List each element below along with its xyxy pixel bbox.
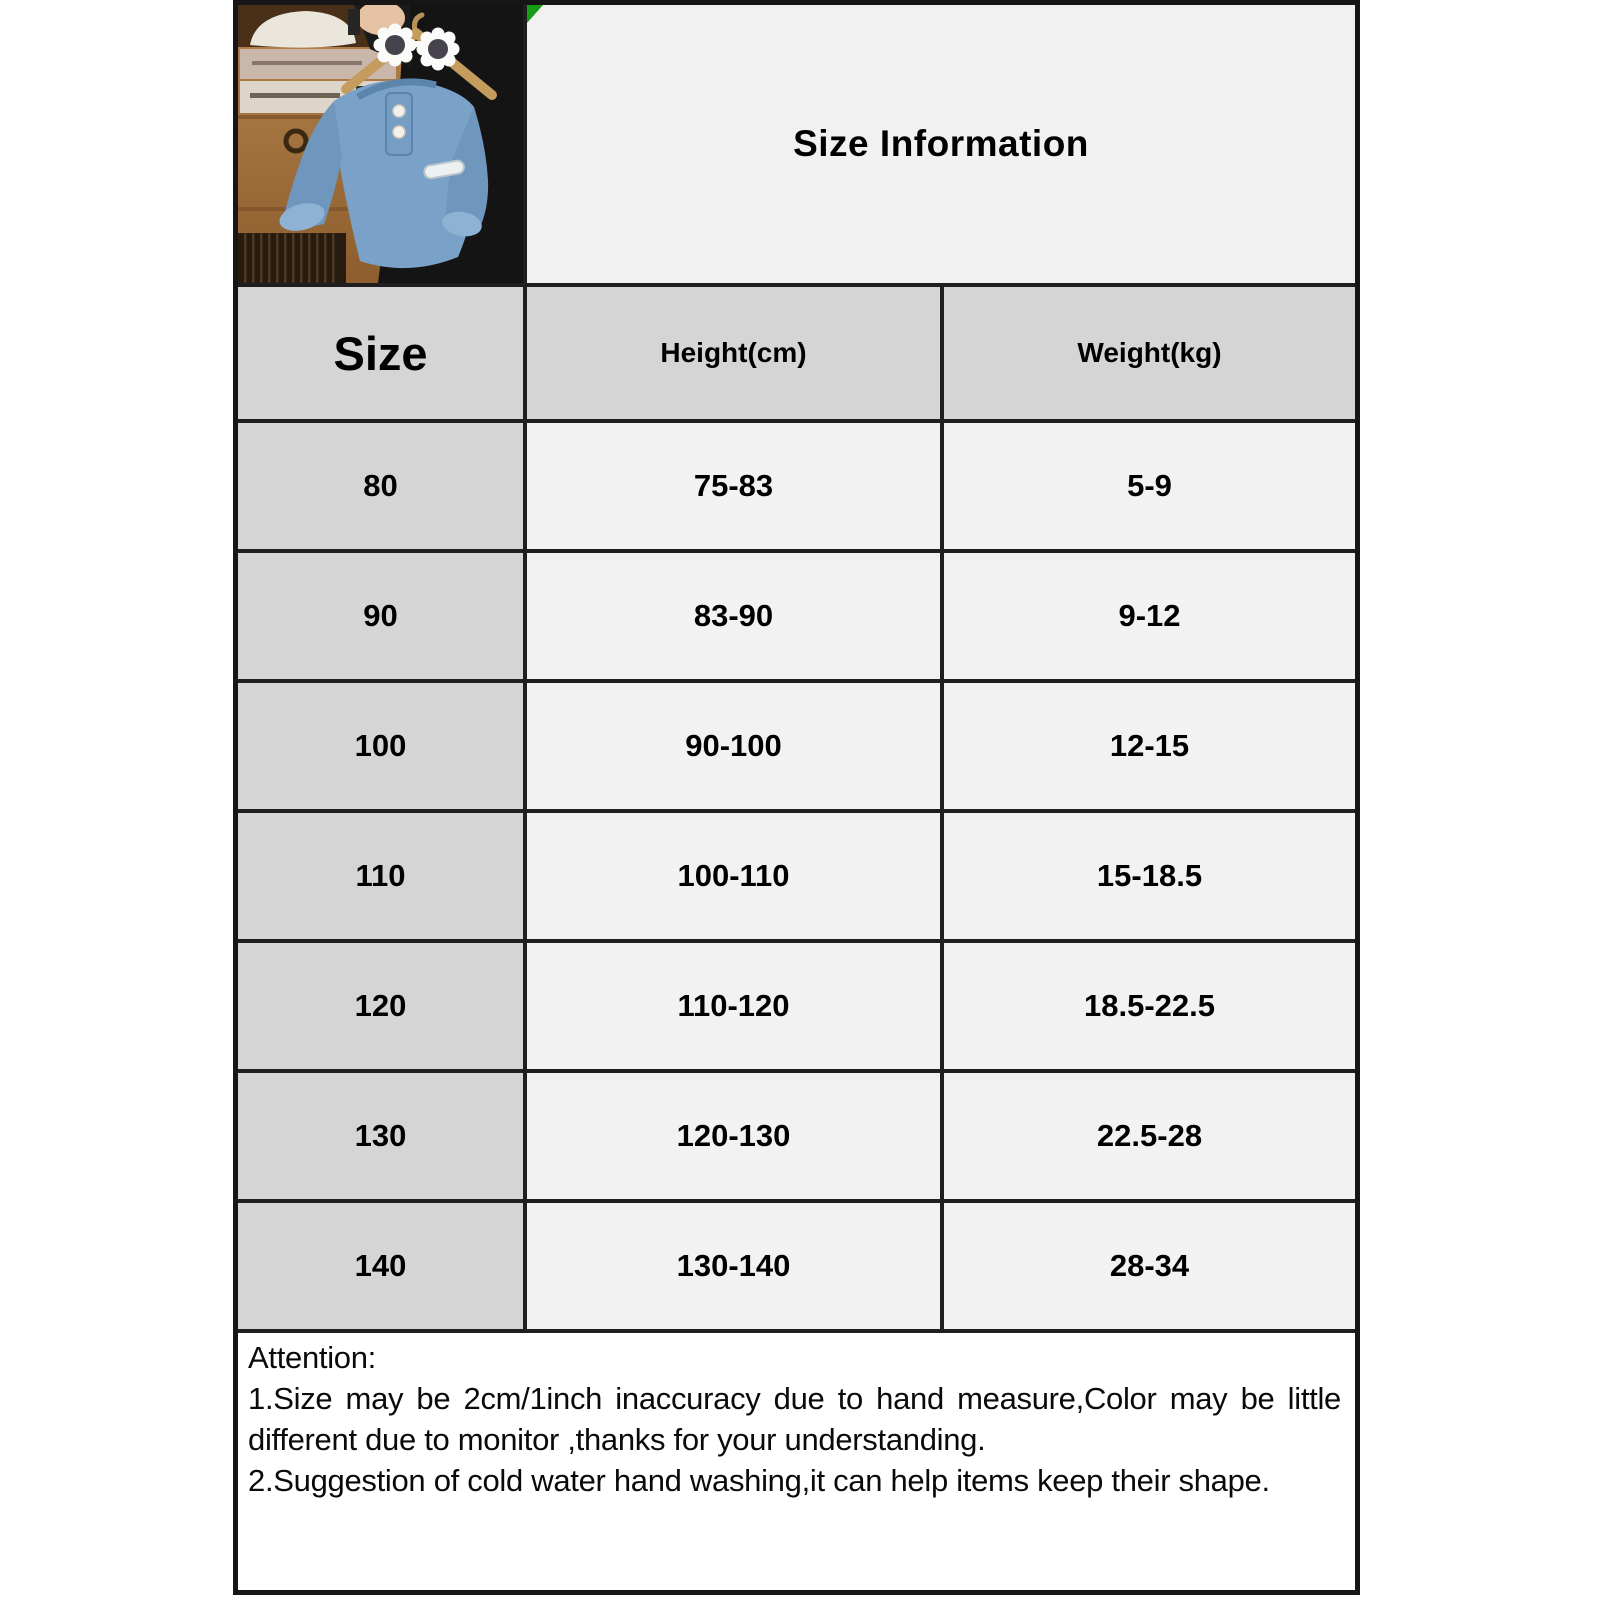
weight-cell: 18.5-22.5 — [940, 943, 1355, 1069]
attention-note: 2.Suggestion of cold water hand washing,it can help items keep their shape. — [248, 1463, 1270, 1498]
weight-cell: 9-12 — [940, 553, 1355, 679]
attention-title: Attention: — [248, 1340, 376, 1375]
table-row — [238, 549, 1355, 679]
height-cell: 90-100 — [523, 683, 940, 809]
weight-cell: 12-15 — [940, 683, 1355, 809]
table-row — [238, 419, 1355, 549]
attention-section — [238, 1329, 1355, 1590]
column-header-size: Size — [238, 287, 523, 419]
table-header-row — [238, 283, 1355, 419]
size-info-sheet — [233, 0, 1360, 1595]
size-cell: 90 — [238, 553, 523, 679]
height-cell: 110-120 — [523, 943, 940, 1069]
product-photo — [238, 5, 523, 283]
height-cell: 100-110 — [523, 813, 940, 939]
height-cell: 120-130 — [523, 1073, 940, 1199]
size-cell: 100 — [238, 683, 523, 809]
column-header-weight: Weight(kg) — [940, 287, 1355, 419]
table-row — [238, 1069, 1355, 1199]
size-cell: 120 — [238, 943, 523, 1069]
top-row — [238, 5, 1355, 283]
height-cell: 130-140 — [523, 1203, 940, 1329]
attention-note: 1.Size may be 2cm/1inch inaccuracy due to hand measure,Color may be little different due to monitor ,thanks for your understanding. — [248, 1381, 1341, 1457]
page-title: Size Information — [793, 123, 1089, 164]
weight-cell: 15-18.5 — [940, 813, 1355, 939]
weight-cell: 22.5-28 — [940, 1073, 1355, 1199]
size-cell: 130 — [238, 1073, 523, 1199]
title-cell — [523, 5, 1355, 283]
column-header-height: Height(cm) — [523, 287, 940, 419]
size-cell: 80 — [238, 423, 523, 549]
table-row — [238, 679, 1355, 809]
height-cell: 75-83 — [523, 423, 940, 549]
table-row — [238, 809, 1355, 939]
weight-cell: 5-9 — [940, 423, 1355, 549]
size-cell: 110 — [238, 813, 523, 939]
weight-cell: 28-34 — [940, 1203, 1355, 1329]
product-photo-illustration — [238, 5, 523, 283]
height-cell: 83-90 — [523, 553, 940, 679]
green-corner-marker-icon — [527, 5, 543, 23]
size-cell: 140 — [238, 1203, 523, 1329]
table-row — [238, 939, 1355, 1069]
table-row — [238, 1199, 1355, 1329]
